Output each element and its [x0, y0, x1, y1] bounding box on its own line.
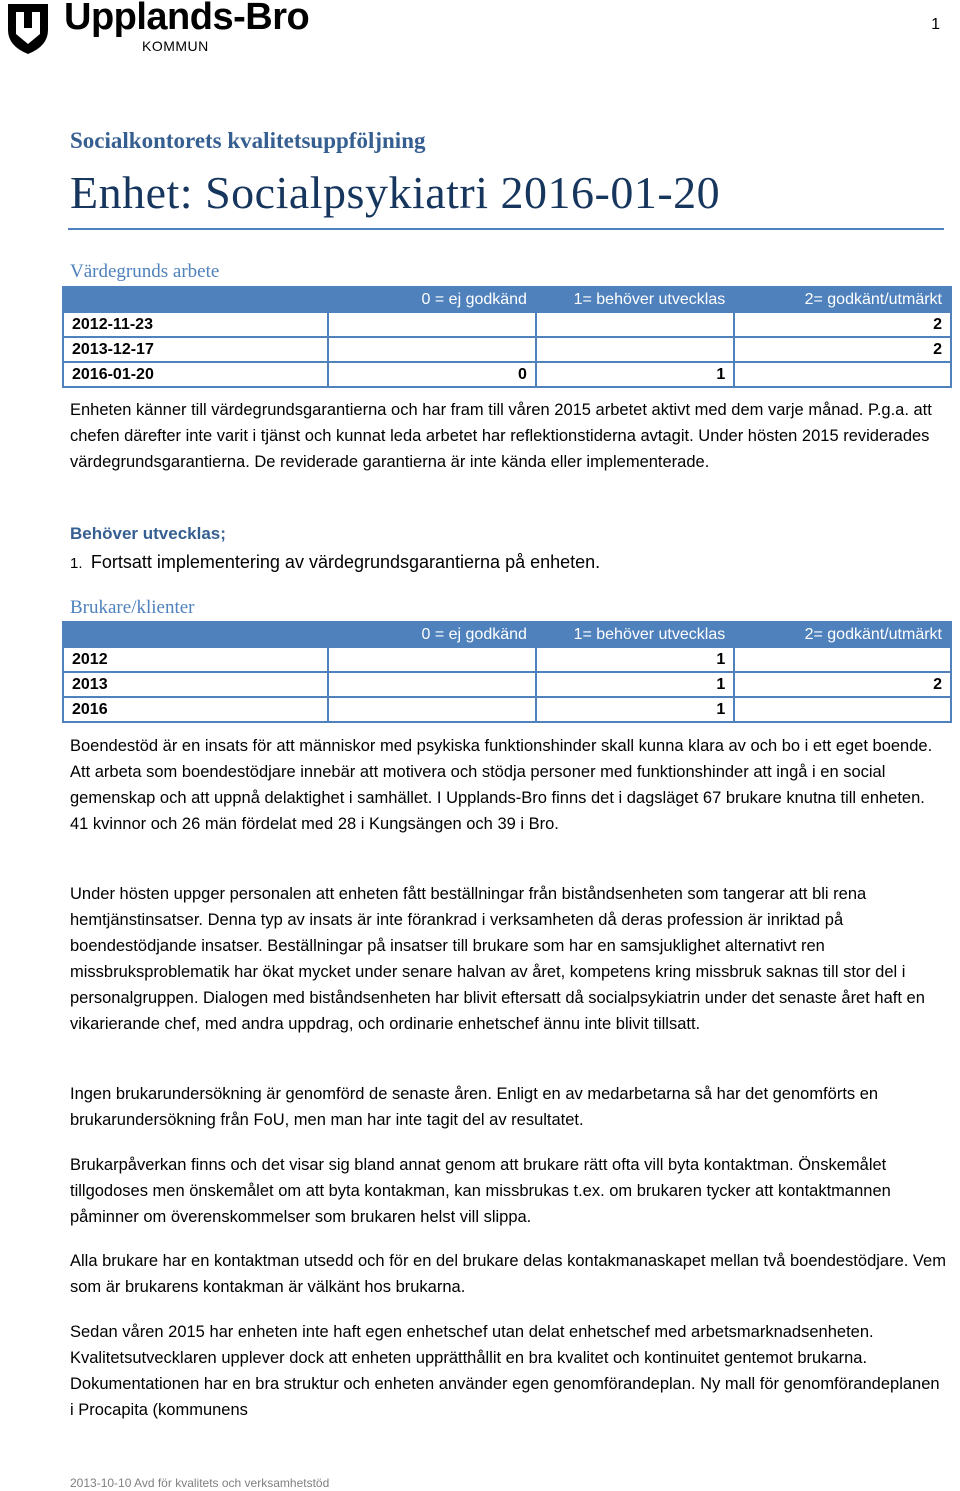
page-footer: 2013-10-10 Avd för kvalitets och verksamhetstöd	[70, 1476, 330, 1490]
municipality-logo	[2, 0, 322, 58]
table-header-cell: 1= behöver utvecklas	[536, 287, 734, 312]
table-cell	[328, 337, 536, 362]
table-cell-date: 2013-12-17	[63, 337, 328, 362]
list-item-text: Fortsatt implementering av värdegrundsgarantierna på enheten.	[90, 552, 601, 572]
table-cell: 0	[328, 362, 536, 387]
body-paragraph: Under hösten uppger personalen att enheten fått beställningar från biståndsenheten som tangerar att bli rena hemtjänstinsatser. Denna typ av insats är inte förankrad i verksamheten då deras profession är inriktad på boendestödjande insatser. Beställningar på insatser till brukare som har en samsjuklighet alternativt ren missbruksproblematik har ökat mycket under senare halvan av året, kompetens kring missbruk saknas till stor del i personalgruppen. Dialogen med biståndsenheten har blivit eftersatt då socialpsykiatrin under det senaste året haft en vikarierande chef, med andra uppdrag, och ordinarie enhetschef ännu inte blivit tillsatt.	[70, 885, 925, 1033]
table-cell	[328, 672, 536, 697]
table-row	[63, 337, 951, 362]
body-paragraph: Ingen brukarundersökning är genomförd de senaste åren. Enligt en av medarbetarna så har det genomförts en brukarundersökning från FoU, men man har inte tagit del av resultatet.	[70, 1085, 879, 1129]
body-paragraph: Brukarpåverkan finns och det visar sig bland annat genom att brukare rätt ofta vill byta kontaktman. Önskemålet tillgodoses men önskemålet om att byta kontakman, kan missbrukas t.ex. om brukaren tycker att kontaktmannen påminner om överenskommelser som brukaren helst vill slippa.	[70, 1156, 891, 1226]
table-cell-year: 2013	[63, 672, 328, 697]
table-row	[63, 647, 951, 672]
table-cell	[328, 647, 536, 672]
table-header-row	[63, 622, 951, 647]
table-cell	[536, 337, 734, 362]
section-heading-brukare: Brukare/klienter	[70, 597, 195, 618]
section-heading-vardegrund: Värdegrunds arbete	[70, 261, 220, 282]
table-cell: 2	[734, 312, 951, 337]
table-header-cell: 0 = ej godkänd	[328, 287, 536, 312]
needs-improvement-heading: Behöver utvecklas;	[70, 524, 226, 543]
table-cell-year: 2016	[63, 697, 328, 722]
body-paragraph: Boendestöd är en insats för att människor med psykiska funktionshinder skall kunna klara av och bo i ett eget boende. Att arbeta som boendestödjare innebär att motivera och stödja personer med funktionshinder att ingå i en social gemenskap och att uppnå delaktighet i samhället. I Upplands-Bro finns det i dagsläget 67 brukare knutna till enheten. 41 kvinnor och 26 män fördelat med 28 i Kungsängen och 39 i Bro.	[70, 737, 933, 833]
table-header-cell: 2= godkänt/utmärkt	[734, 287, 951, 312]
table-row	[63, 697, 951, 722]
body-paragraph: Sedan våren 2015 har enheten inte haft egen enhetschef utan delat enhetschef med arbetsmarknadsenheten. Kvalitetsutvecklaren upplever dock att enheten upprätthållit en bra kvalitet och kontinuitet gentemot brukarna. Dokumentationen har en bra struktur och enheten använder egen genomförandeplan. Ny mall för genomförandeplanen i Procapita (kommunens	[70, 1323, 940, 1419]
table-cell	[734, 647, 951, 672]
table-row	[63, 672, 951, 697]
table-cell: 1	[536, 697, 734, 722]
table-row	[63, 312, 951, 337]
table-header-cell: 0 = ej godkänd	[328, 622, 536, 647]
table-header-row	[63, 287, 951, 312]
table-cell-year: 2012	[63, 647, 328, 672]
body-paragraph: Alla brukare har en kontaktman utsedd och för en del brukare delas kontakmanaskapet mellan två boendestödjare. Vem som är brukarens kontakman är välkänt hos brukarna.	[70, 1252, 946, 1296]
title-divider	[68, 228, 944, 230]
table-header-cell	[63, 287, 328, 312]
list-marker: 1.	[70, 555, 91, 572]
table-cell	[328, 312, 536, 337]
table-cell: 1	[536, 672, 734, 697]
logo-wordmark: Upplands-Bro	[64, 0, 310, 38]
table-row	[63, 362, 951, 387]
table-cell	[734, 362, 951, 387]
table-cell-date: 2012-11-23	[63, 312, 328, 337]
document-title: Enhet: Socialpsykiatri 2016-01-20	[70, 167, 721, 218]
table-cell	[328, 697, 536, 722]
table-cell-date: 2016-01-20	[63, 362, 328, 387]
table-header-cell: 2= godkänt/utmärkt	[734, 622, 951, 647]
grade-table-vardegrund	[62, 286, 952, 388]
table-cell: 2	[734, 672, 951, 697]
logo-subtitle: KOMMUN	[142, 38, 209, 54]
table-cell	[536, 312, 734, 337]
page-number: 1	[931, 16, 940, 33]
document-subtitle: Socialkontorets kvalitetsuppföljning	[70, 128, 426, 153]
list-item	[70, 552, 600, 573]
body-paragraph: Enheten känner till värdegrundsgarantierna och har fram till våren 2015 arbetet aktivt med dem varje månad. P.g.a. att chefen därefter inte varit i tjänst och kunnat leda arbetet har reflektionstiderna avtagit. Under hösten 2015 reviderades värdegrundsgarantierna. De reviderade garantierna är inte kända eller implementerade.	[70, 401, 932, 471]
table-cell: 1	[536, 647, 734, 672]
table-cell	[734, 697, 951, 722]
table-cell: 2	[734, 337, 951, 362]
grade-table-brukare	[62, 621, 952, 723]
table-header-cell: 1= behöver utvecklas	[536, 622, 734, 647]
table-header-cell	[63, 622, 328, 647]
table-cell: 1	[536, 362, 734, 387]
